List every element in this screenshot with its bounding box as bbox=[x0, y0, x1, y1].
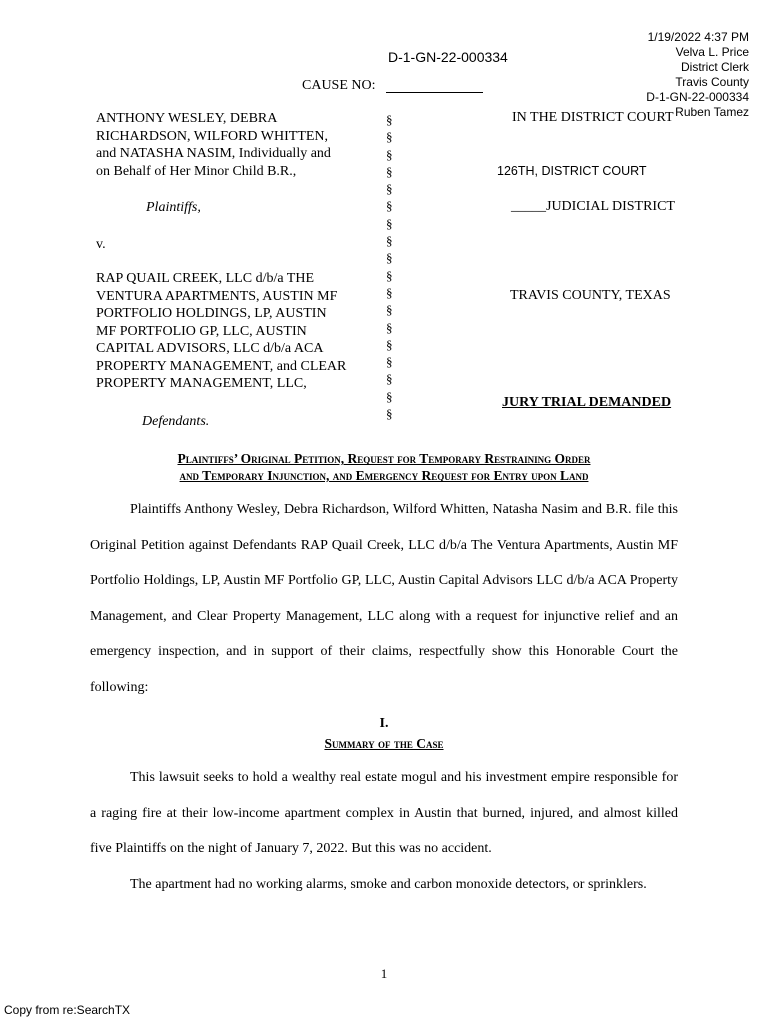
defendants-line: CAPITAL ADVISORS, LLC d/b/a ACA bbox=[96, 341, 324, 356]
stamp-line: Travis County bbox=[675, 75, 749, 89]
section-symbol: § bbox=[386, 181, 393, 197]
defendants-block bbox=[96, 270, 386, 393]
stamp-line: District Clerk bbox=[681, 60, 749, 74]
defendants-line: RAP QUAIL CREEK, LLC d/b/a THE bbox=[96, 271, 315, 286]
section-symbol: § bbox=[386, 336, 393, 352]
section-symbol: § bbox=[386, 284, 393, 300]
county: TRAVIS COUNTY, TEXAS bbox=[510, 288, 671, 303]
section-symbol: § bbox=[386, 198, 393, 214]
judicial-district-label: JUDICIAL DISTRICT bbox=[546, 199, 675, 214]
section-symbol: § bbox=[386, 302, 393, 318]
defendants-line: MF PORTFOLIO GP, LLC, AUSTIN bbox=[96, 323, 307, 339]
plaintiffs-line: and NATASHA NASIM, Individually and bbox=[96, 146, 331, 161]
defendants-line: PROPERTY MANAGEMENT, LLC, bbox=[96, 376, 307, 391]
section-symbol: § bbox=[386, 319, 393, 335]
court-number: 126TH, DISTRICT COURT bbox=[497, 164, 647, 178]
title-line: Plaintiffs’ Original Petition, Request for Temporary Restraining Order bbox=[177, 451, 591, 466]
summary-paragraph: This lawsuit seeks to hold a wealthy real estate mogul and his investment empire responsible for a raging fire at their low-income apartment complex in Austin that burned, injured, and almost killed five Plaintiffs on the night of January 7, 2022. But this was no accident. bbox=[90, 770, 678, 856]
stamp-line: D-1-GN-22-000334 bbox=[646, 90, 749, 104]
section-number: I. bbox=[379, 716, 389, 731]
court-name: IN THE DISTRICT COURT bbox=[512, 110, 674, 125]
page-number: 1 bbox=[380, 966, 388, 981]
stamp-line: Velva L. Price bbox=[675, 45, 749, 59]
cause-label: CAUSE NO: bbox=[302, 78, 376, 93]
section-symbol: § bbox=[386, 146, 393, 162]
defendants-role: Defendants. bbox=[142, 414, 210, 429]
summary-block bbox=[90, 760, 678, 902]
plaintiffs-line: on Behalf of Her Minor Child B.R., bbox=[96, 163, 297, 179]
section-symbol: § bbox=[386, 163, 393, 179]
judicial-district-blank: _____ bbox=[511, 199, 546, 214]
intro-paragraph-block bbox=[90, 492, 678, 705]
cause-number-blank bbox=[386, 92, 483, 93]
versus: v. bbox=[96, 237, 106, 252]
section-title bbox=[0, 736, 768, 752]
section-symbol: § bbox=[386, 371, 393, 387]
section-symbol: § bbox=[386, 129, 393, 145]
stamp-line: 1/19/2022 4:37 PM bbox=[647, 30, 749, 44]
summary-paragraph: The apartment had no working alarms, smoke and carbon monoxide detectors, or sprinklers. bbox=[130, 876, 647, 892]
defendants-line: PORTFOLIO HOLDINGS, LP, AUSTIN bbox=[96, 306, 327, 321]
judicial-district bbox=[511, 199, 675, 215]
section-symbol: § bbox=[386, 215, 393, 231]
stamp-line: Ruben Tamez bbox=[675, 105, 749, 119]
plaintiffs-block bbox=[96, 110, 386, 180]
section-symbol: § bbox=[386, 388, 393, 404]
defendants-line: PROPERTY MANAGEMENT, and CLEAR bbox=[96, 358, 347, 374]
section-title-text: Summary of the Case bbox=[324, 736, 444, 751]
plaintiffs-role: Plaintiffs, bbox=[146, 200, 201, 215]
plaintiffs-line: ANTHONY WESLEY, DEBRA bbox=[96, 111, 278, 126]
document-title bbox=[40, 450, 728, 484]
title-line: and Temporary Injunction, and Emergency Request for Entry upon Land bbox=[179, 468, 589, 483]
defendants-line: VENTURA APARTMENTS, AUSTIN MF bbox=[96, 288, 338, 304]
section-symbol: § bbox=[386, 267, 393, 283]
section-symbol-column bbox=[386, 111, 400, 422]
clerk-stamp bbox=[579, 30, 749, 120]
section-symbol: § bbox=[386, 112, 393, 127]
plaintiffs-line: RICHARDSON, WILFORD WHITTEN, bbox=[96, 128, 329, 144]
section-symbol: § bbox=[386, 354, 393, 370]
source-footer: Copy from re:SearchTX bbox=[4, 1003, 131, 1017]
section-symbol: § bbox=[386, 406, 393, 422]
file-number: D-1-GN-22-000334 bbox=[388, 49, 508, 65]
intro-paragraph: Plaintiffs Anthony Wesley, Debra Richardson, Wilford Whitten, Natasha Nasim and B.R. file this Original Petition against Defendants RAP Quail Creek, LLC d/b/a The Ventura Apartments, Austin MF Portfolio Holdings, LP, Austin MF Portfolio GP, LLC, Austin Capital Advisors LLC d/b/a ACA Property Management, and Clear Property Management, LLC along with a request for injunctive relief and an emergency inspection, and in support of their claims, respectfully show this Honorable Court the following: bbox=[90, 502, 678, 695]
jury-demand: JURY TRIAL DEMANDED bbox=[502, 395, 672, 410]
section-symbol: § bbox=[386, 250, 393, 266]
section-symbol: § bbox=[386, 233, 393, 249]
